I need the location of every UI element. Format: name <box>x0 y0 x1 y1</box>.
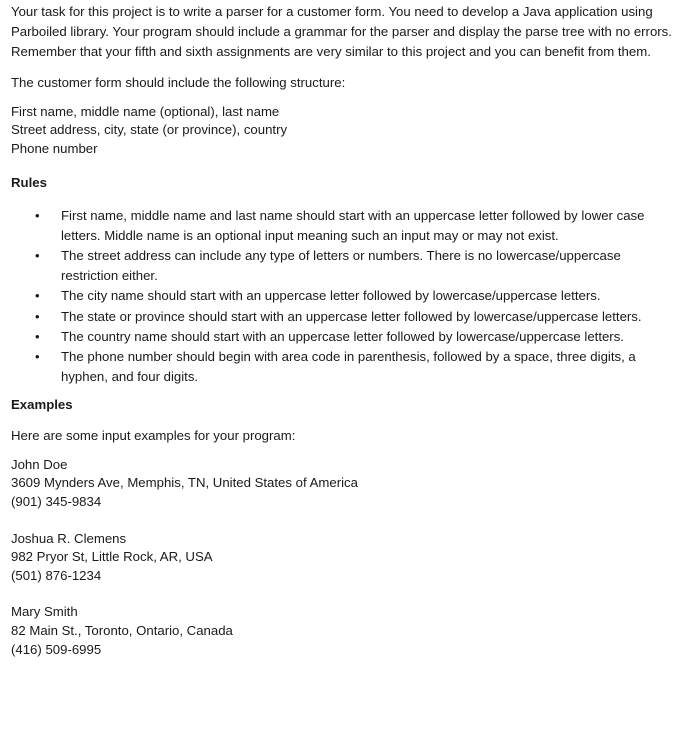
example-phone: (901) 345-9834 <box>11 493 102 509</box>
bullet-icon: • <box>35 207 40 223</box>
structure-lead: The customer form should include the following structure: <box>11 74 346 90</box>
rule-item <box>11 206 673 246</box>
example-address: 82 Main St., Toronto, Ontario, Canada <box>11 622 233 638</box>
rule-item <box>11 347 673 387</box>
rule-text: The country name should start with an uppercase letter followed by lowercase/uppercase letters. <box>61 328 624 344</box>
examples-lead: Here are some input examples for your program: <box>11 427 296 443</box>
bullet-icon: • <box>35 308 40 324</box>
example-name: Mary Smith <box>11 604 78 620</box>
rule-text: The phone number should begin with area code in parenthesis, followed by a space, three digits, a hyphen, and four digits. <box>61 348 636 385</box>
intro-paragraph: Your task for this project is to write a parser for a customer form. You need to develop a Java application using Parboiled library. Your program should include a grammar for the parser and display the parse tree with no errors. Remember that your fifth and sixth assignments are very similar to this project and you can benefit from them. <box>11 4 672 60</box>
example-phone: (501) 876-1234 <box>11 567 102 583</box>
rule-text: The street address can include any type of letters or numbers. There is no lowercase/uppercase restriction either. <box>61 247 621 284</box>
example-address: 3609 Mynders Ave, Memphis, TN, United States of America <box>11 475 358 491</box>
rule-item <box>11 307 673 327</box>
example-name: Joshua R. Clemens <box>11 530 127 546</box>
bullet-icon: • <box>35 328 40 344</box>
rule-item <box>11 246 673 286</box>
structure-line-address: Street address, city, state (or province), country <box>11 122 288 138</box>
rule-text: The state or province should start with an uppercase letter followed by lowercase/uppercase letters. <box>61 308 642 324</box>
example-name: John Doe <box>11 456 68 472</box>
rule-item <box>11 286 673 306</box>
examples-heading: Examples <box>11 397 73 413</box>
structure-line-name: First name, middle name (optional), last name <box>11 103 280 119</box>
rule-text: First name, middle name and last name should start with an uppercase letter followed by lower case letters. Middle name is an optional input meaning such an input may or may not exist. <box>61 207 645 243</box>
bullet-icon: • <box>35 288 40 304</box>
rules-list <box>11 206 673 388</box>
rule-item <box>11 327 673 347</box>
rules-heading: Rules <box>11 175 47 191</box>
bullet-icon: • <box>35 247 40 263</box>
example-phone: (416) 509-6995 <box>11 641 102 657</box>
example-entry <box>11 456 673 512</box>
example-entry <box>11 603 673 659</box>
rule-text: The city name should start with an uppercase letter followed by lowercase/uppercase letters. <box>61 288 601 304</box>
structure-list <box>11 103 673 159</box>
example-entry <box>11 530 673 586</box>
structure-line-phone: Phone number <box>11 140 98 156</box>
bullet-icon: • <box>35 348 40 364</box>
example-address: 982 Pryor St, Little Rock, AR, USA <box>11 549 213 565</box>
